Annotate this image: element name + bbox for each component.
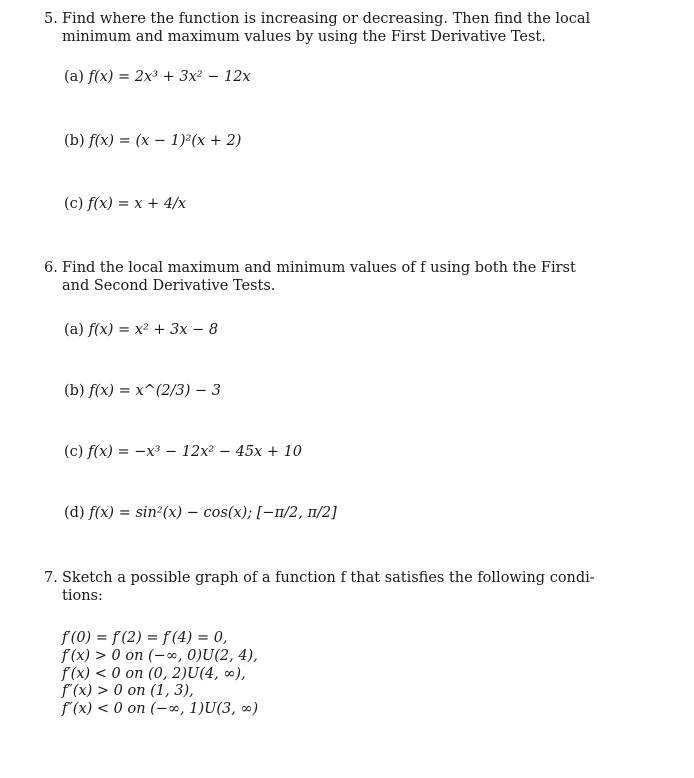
problem-6a-function: f(x) = x² + 3x − 8 (88, 322, 219, 338)
problem-7-text-line-1: Sketch a possible graph of a function f that satisfies the following condi- (62, 570, 595, 586)
condition-line: f″(x) > 0 on (1, 3), (62, 683, 194, 700)
problem-6c (64, 444, 302, 460)
problem-5-text-line-1: Find where the function is increasing or decreasing. Then find the local (62, 11, 591, 27)
problem-5-text-line-2: minimum and maximum values by using the First Derivative Test. (62, 29, 546, 45)
part-label: (b) (64, 133, 85, 149)
problem-6-text-line-2: and Second Derivative Tests. (62, 278, 276, 294)
problem-6-text-line-1: Find the local maximum and minimum values of f using both the First (62, 260, 576, 276)
problem-6b (64, 383, 221, 399)
problem-7-number: 7. (44, 570, 58, 586)
problem-5c (64, 196, 186, 212)
problem-7-conditions (62, 630, 258, 719)
problem-6a (64, 322, 218, 338)
problem-5-number: 5. (44, 11, 58, 27)
problem-6d (64, 505, 337, 521)
problem-6d-function: f(x) = sin²(x) − cos(x); [−π/2, π/2] (89, 505, 337, 521)
condition-line: f′(x) < 0 on (0, 2)U(4, ∞), (62, 665, 246, 682)
problem-6c-function: f(x) = −x³ − 12x² − 45x + 10 (88, 444, 303, 460)
problem-6-number: 6. (44, 260, 58, 276)
problem-7-text-line-2: tions: (62, 588, 103, 604)
part-label: (d) (64, 505, 85, 521)
part-label: (a) (64, 322, 84, 338)
condition-line: f″(x) < 0 on (−∞, 1)U(3, ∞) (62, 701, 259, 718)
condition-line: f′(x) > 0 on (−∞, 0)U(2, 4), (62, 647, 258, 664)
problem-5b-function: f(x) = (x − 1)²(x + 2) (89, 133, 242, 149)
problem-5c-function: f(x) = x + 4/x (88, 196, 187, 212)
part-label: (b) (64, 383, 85, 399)
problem-5b (64, 133, 241, 149)
part-label: (a) (64, 69, 84, 85)
condition-line: f′(0) = f′(2) = f′(4) = 0, (62, 630, 228, 646)
part-label: (c) (64, 444, 84, 460)
problem-5a-function: f(x) = 2x³ + 3x² − 12x (88, 69, 251, 85)
problem-5a (64, 69, 251, 85)
problem-6b-function: f(x) = x^(2/3) − 3 (89, 383, 222, 399)
part-label: (c) (64, 196, 84, 212)
